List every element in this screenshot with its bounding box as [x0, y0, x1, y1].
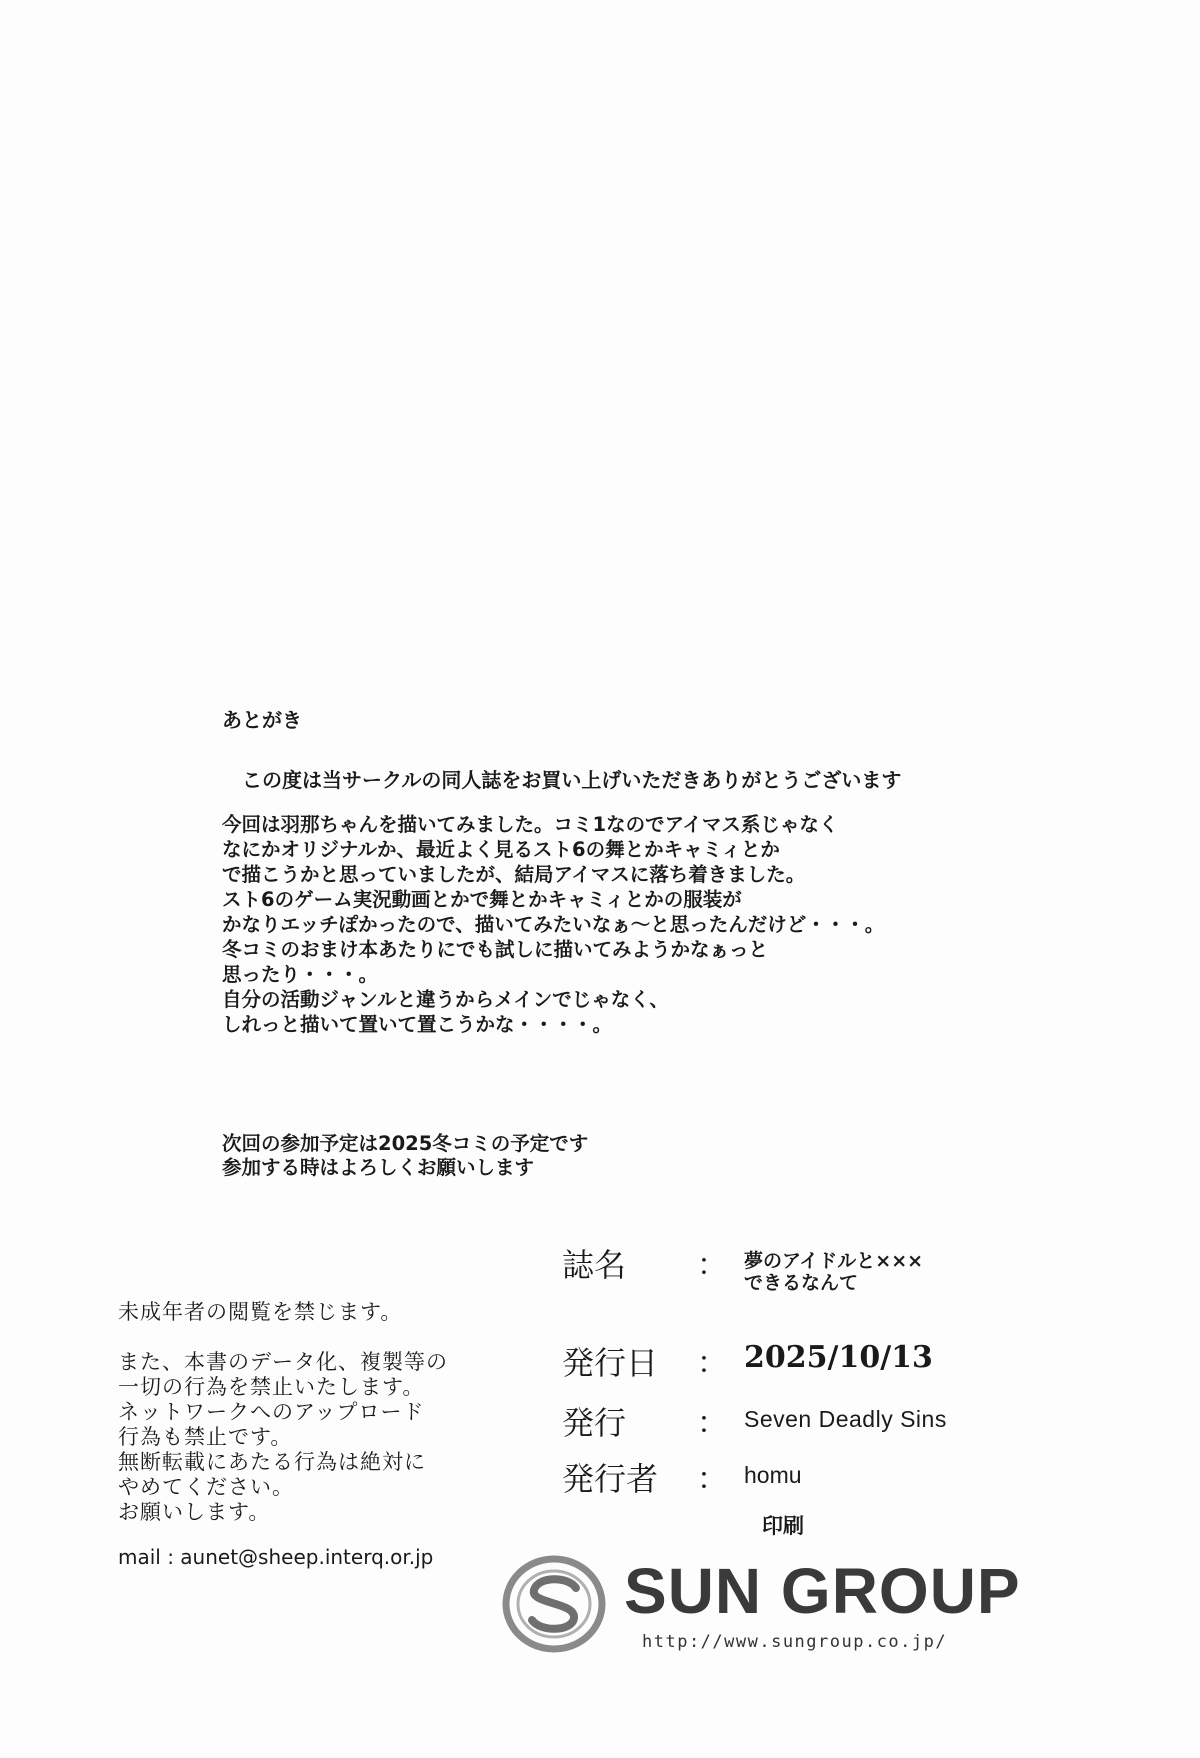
body-line: しれっと描いて置いて置こうかな・・・・。 [222, 1013, 613, 1036]
contact-mail: mail : aunet@sheep.interq.or.jp [118, 1545, 434, 1569]
colon: ： [697, 1462, 727, 1497]
body-line: 自分の活動ジャンルと違うからメインでじゃなく、 [222, 988, 669, 1011]
publisher-value: Seven Deadly Sins [744, 1406, 947, 1432]
body-line: 思ったり・・・。 [222, 963, 379, 986]
colon: ： [697, 1406, 727, 1441]
next-event-notice [222, 1132, 588, 1180]
notice-line: やめてください。 [118, 1475, 294, 1499]
colon: ： [697, 1248, 727, 1283]
issuer-label: 発行者 [562, 1460, 659, 1498]
issuer-value: homu [744, 1462, 802, 1488]
afterword-body [222, 812, 884, 1037]
body-line: なにかオリジナルか、最近よく見るスト6の舞とかキャミィとか [222, 838, 780, 861]
printer-url: http://www.sungroup.co.jp/ [642, 1632, 948, 1652]
publisher-label: 発行 [562, 1404, 627, 1442]
notice-line: ネットワークへのアップロード [118, 1400, 425, 1424]
body-line: かなりエッチぽかったので、描いてみたいなぁ～と思ったんだけど・・・。 [222, 913, 885, 936]
printer-label: 印刷 [762, 1514, 804, 1538]
next-line: 次回の参加予定は2025冬コミの予定です [222, 1132, 589, 1155]
date-label: 発行日 [562, 1344, 659, 1382]
minor-warning: 未成年者の閲覧を禁じます。 [118, 1300, 403, 1324]
title-value [744, 1250, 923, 1294]
brand-name: SUN GROUP [624, 1555, 1021, 1627]
body-line: 冬コミのおまけ本あたりにでも試しに描いてみようかなぁっと [222, 938, 769, 961]
title-value-line: できるなんて [744, 1272, 859, 1294]
notice-line: 無断転載にあたる行為は絶対に [118, 1450, 426, 1474]
notice-line: また、本書のデータ化、複製等の [118, 1350, 448, 1374]
notice-line: 一切の行為を禁止いたします。 [118, 1375, 425, 1399]
date-value: 2025/10/13 [744, 1340, 933, 1375]
afterword-title: あとがき [222, 708, 302, 732]
next-line: 参加する時はよろしくお願いします [222, 1156, 535, 1179]
title-value-line: 夢のアイドルと××× [744, 1250, 924, 1272]
sun-group-logo [502, 1548, 1062, 1658]
notice-line: お願いします。 [118, 1500, 271, 1524]
sun-group-emblem-icon [502, 1552, 606, 1656]
legal-notice [118, 1300, 448, 1525]
notice-line: 行為も禁止です。 [118, 1425, 293, 1449]
colon: ： [697, 1346, 727, 1381]
body-line: 今回は羽那ちゃんを描いてみました。コミ1なのでアイマス系じゃなく [222, 813, 839, 836]
thanks-line: この度は当サークルの同人誌をお買い上げいただきありがとうございます [242, 768, 902, 792]
title-label: 誌名 [562, 1246, 627, 1284]
body-line: スト6のゲーム実況動画とかで舞とかキャミィとかの服装が [222, 888, 742, 911]
body-line: で描こうかと思っていましたが、結局アイマスに落ち着きました。 [222, 863, 806, 886]
